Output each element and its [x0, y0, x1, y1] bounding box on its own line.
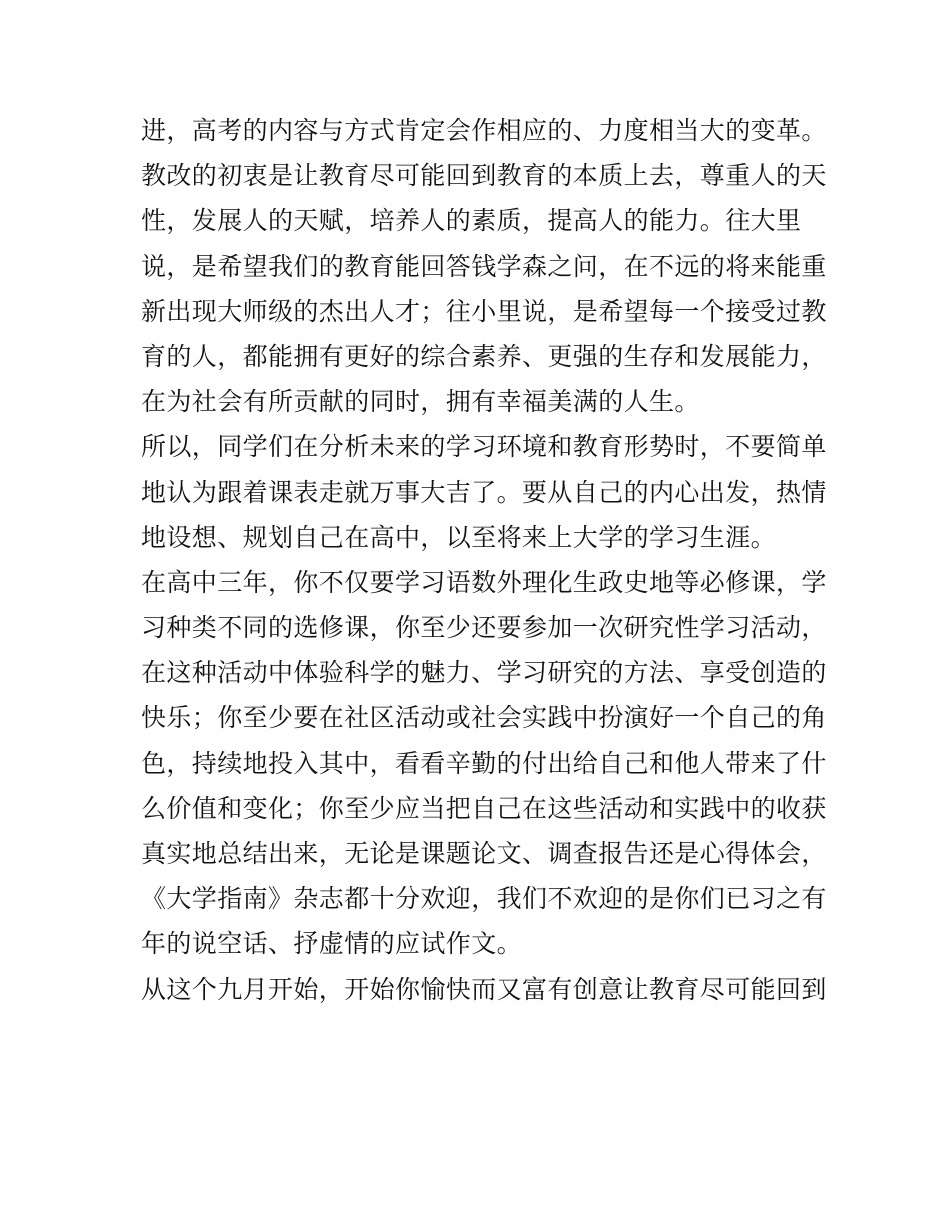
- text-line: 性，发展人的天赋，培养人的素质，提高人的能力。往大里: [141, 206, 802, 236]
- text-line: 说，是希望我们的教育能回答钱学森之问，在不远的将来能重: [141, 251, 827, 281]
- text-line: 习种类不同的选修课，你至少还要参加一次研究性学习活动，: [141, 613, 827, 643]
- text-line: 在为社会有所贡献的同时，拥有幸福美满的人生。: [141, 387, 700, 417]
- text-line: 育的人，都能拥有更好的综合素养、更强的生存和发展能力，: [141, 341, 827, 371]
- text-line: 所以，同学们在分析未来的学习环境和教育形势时，不要简单: [141, 432, 827, 462]
- text-line: 色，持续地投入其中，看看辛勤的付出给自己和他人带来了什: [141, 748, 827, 778]
- text-line: 《大学指南》杂志都十分欢迎，我们不欢迎的是你们已习之有: [141, 884, 827, 914]
- text-line: 地认为跟着课表走就万事大吉了。要从自己的内心出发，热情: [141, 477, 827, 507]
- text-line: 真实地总结出来，无论是课题论文、调查报告还是心得体会，: [141, 839, 827, 868]
- text-line: 在高中三年，你不仅要学习语数外理化生政史地等必修课，学: [141, 567, 827, 597]
- text-line: 新出现大师级的杰出人才；往小里说，是希望每一个接受过教: [141, 296, 827, 326]
- text-line: 么价值和变化；你至少应当把自己在这些活动和实践中的收获: [141, 793, 827, 823]
- text-line: 进，高考的内容与方式肯定会作相应的、力度相当大的变革。: [141, 116, 827, 145]
- text-line: 快乐；你至少要在社区活动或社会实践中扮演好一个自己的角: [141, 703, 827, 733]
- body-text: [141, 108, 827, 1012]
- text-line: 教改的初衷是让教育尽可能回到教育的本质上去，尊重人的天: [141, 161, 827, 191]
- text-line: 年的说空话、抒虚情的应试作文。: [141, 929, 523, 959]
- text-line: 从这个九月开始，开始你愉快而又富有创意让教育尽可能回到: [141, 974, 827, 1004]
- text-line: 地设想、规划自己在高中，以至将来上大学的学习生涯。: [141, 522, 777, 552]
- text-line: 在这种活动中体验科学的魅力、学习研究的方法、享受创造的: [141, 658, 827, 688]
